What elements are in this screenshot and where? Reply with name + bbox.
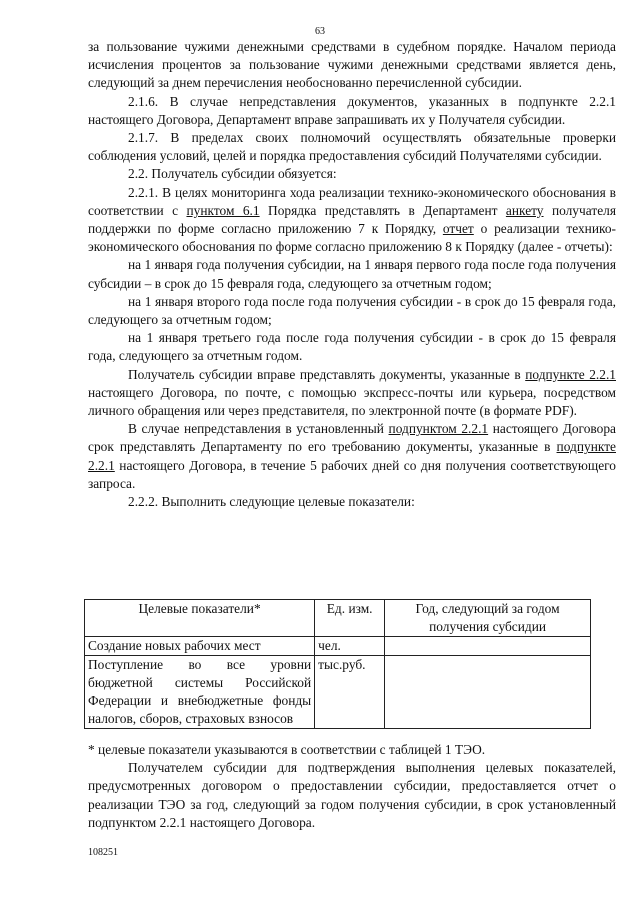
- text-span: настоящего Договора, в течение 5 рабочих дней со дня получения соответствующего запроса.: [88, 457, 616, 491]
- paragraph-non-submission: [88, 420, 616, 493]
- deadline-item: на 1 января третьего года после года получения субсидии - в срок до 15 февраля года, следующего за отчетным годом.: [88, 330, 616, 364]
- table-row: [85, 637, 591, 656]
- text-span: Порядка представлять в Департамент: [259, 202, 506, 218]
- text-span: В случае непредставления в установленный: [128, 421, 389, 437]
- text-span: 2.2.1. В целях мониторинга хода реализации технико-экономического обоснования в соответствии с: [88, 184, 616, 218]
- cell-unit: чел.: [315, 637, 385, 656]
- cell-unit: тыс.руб.: [315, 656, 385, 729]
- paragraph-continuation: за пользование чужими денежными средствами в судебном порядке. Началом периода исчисления процентов за пользование чужими денежными средствами является день, следующий за днем перечисления необоснованно перечисленной субсидии.: [88, 39, 616, 91]
- text-span: о реализации технико-экономического обоснования по форме согласно приложению 8 к Порядку (далее - отчеты):: [88, 221, 616, 255]
- after-table-text: [88, 741, 616, 832]
- text-span: настоящего Договора срок представлять Департаменту по его требованию документы, указанные в: [88, 421, 616, 455]
- header-year: Год, следующий за годом получения субсидии: [385, 600, 591, 637]
- deadline-item: на 1 января второго года после года получения субсидии - в срок до 15 февраля года, следующего за отчетным годом;: [88, 293, 616, 328]
- link-anketa[interactable]: анкету: [505, 202, 544, 218]
- link-podpunktom-2-2-1[interactable]: подпунктом 2.2.1: [388, 421, 489, 437]
- paragraph-2-2: 2.2. Получатель субсидии обязуется:: [128, 166, 337, 182]
- text-span: настоящего Договора, по почте, с помощью экспресс-почты или курьера, посредством личного обращения или через представителя, по электронной почте (в формате PDF).: [88, 384, 616, 419]
- cell-indicator: Создание новых рабочих мест: [85, 637, 315, 656]
- paragraph-2-1-6: 2.1.6. В случае непредставления документов, указанных в подпункте 2.2.1 настоящего Договора, Департамент вправе запрашивать их у Получателя субсидии.: [88, 93, 616, 127]
- paragraph-2-2-1: [88, 184, 616, 257]
- header-unit: Ед. изм.: [315, 600, 385, 637]
- paragraph-2-1-7: 2.1.7. В пределах своих полномочий осуществлять обязательные проверки соблюдения условий, целей и порядка предоставления субсидий Получателями субсидии.: [88, 130, 616, 164]
- deadline-item: на 1 января года получения субсидии, на 1 января первого года после года получения субсидии – в срок до 15 февраля года, следующего за отчетным годом;: [88, 257, 616, 291]
- link-punkt-6-1[interactable]: пунктом 6.1: [186, 202, 260, 218]
- paragraph-2-2-2: 2.2.2. Выполнить следующие целевые показатели:: [128, 494, 415, 510]
- cell-value: [385, 637, 591, 656]
- table-row: [85, 656, 591, 729]
- cell-indicator: Поступление во все уровни бюджетной системы Российской Федерации и внебюджетные фонды налогов, сборов, страховых взносов: [85, 656, 315, 729]
- link-otchet[interactable]: отчет: [442, 221, 474, 237]
- link-podpunkte-2-2-1[interactable]: подпункте 2.2.1: [88, 439, 616, 473]
- page-number: 63: [315, 26, 325, 37]
- paragraph-submission: [88, 366, 616, 421]
- target-indicators-table: [84, 599, 591, 729]
- body-text: [88, 38, 616, 511]
- text-span: получателя поддержки по форме согласно приложению 7 к Порядку,: [88, 202, 616, 237]
- footnote: * целевые показатели указываются в соответствии с таблицей 1 ТЭО.: [88, 742, 486, 757]
- paragraph-report: Получателем субсидии для подтверждения выполнения целевых показателей, предусмотренных договором о предоставлении субсидии, предоставляется отчет о реализации ТЭО за год, следующий за годом получения субсидии, в срок установленный подпунктом 2.2.1 настоящего Договора.: [88, 760, 616, 830]
- table-header-row: [85, 600, 591, 637]
- cell-value: [385, 656, 591, 729]
- text-span: Получатель субсидии вправе представлять документы, указанные в: [128, 366, 526, 382]
- link-podpunkt-2-2-1[interactable]: подпункте 2.2.1: [525, 366, 616, 382]
- header-indicator: Целевые показатели*: [85, 600, 315, 637]
- document-id: 108251: [88, 847, 118, 858]
